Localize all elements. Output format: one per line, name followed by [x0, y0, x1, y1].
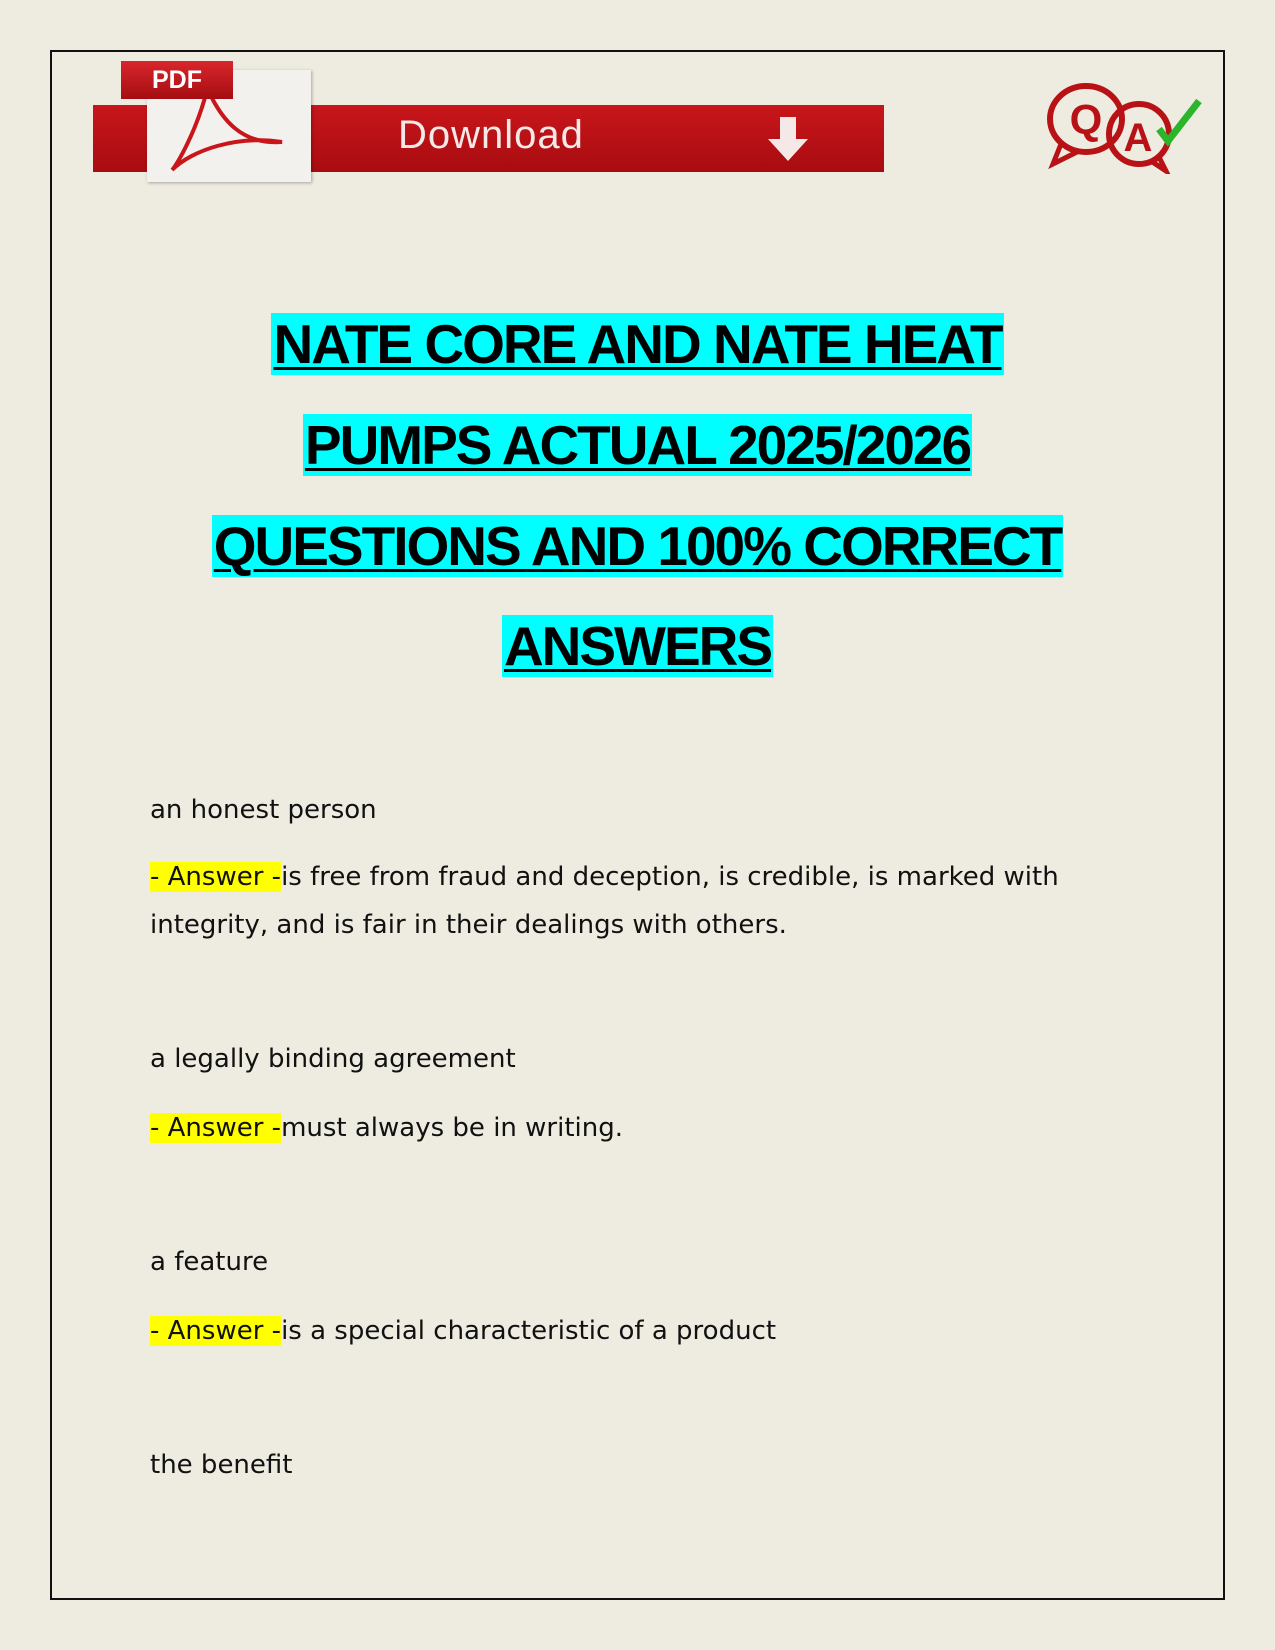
pdf-tag: PDF — [121, 61, 233, 99]
answer-line: is free from fraud and deception, is credible, is marked with — [281, 862, 1059, 892]
answer-prefix: - Answer - — [150, 1113, 282, 1143]
svg-text:Q: Q — [1069, 96, 1103, 143]
svg-text:A: A — [1123, 116, 1153, 160]
answer-text — [150, 862, 1059, 892]
question-text: a feature — [150, 1247, 269, 1277]
answer-prefix: - Answer - — [150, 862, 282, 892]
answer-text — [150, 1316, 776, 1346]
answer-line: must always be in writing. — [281, 1113, 623, 1143]
answer-prefix: - Answer - — [150, 1316, 282, 1346]
page-border — [50, 50, 1225, 1600]
title-line-4: ANSWERS — [503, 615, 772, 677]
question-text: a legally binding agreement — [150, 1044, 516, 1074]
answer-text — [150, 1113, 623, 1143]
title-line-3: QUESTIONS AND 100% CORRECT — [213, 515, 1062, 577]
download-label: Download — [398, 113, 584, 157]
download-arrow-icon — [763, 115, 813, 163]
question-text: an honest person — [150, 795, 377, 825]
question-text: the benefit — [150, 1450, 293, 1480]
answer-line: integrity, and is fair in their dealings with others. — [150, 910, 787, 940]
title-line-1: NATE CORE AND NATE HEAT — [273, 313, 1002, 375]
title-line-2: PUMPS ACTUAL 2025/2026 — [304, 414, 971, 476]
qa-logo-icon — [1041, 79, 1206, 174]
answer-line: is a special characteristic of a product — [281, 1316, 777, 1346]
